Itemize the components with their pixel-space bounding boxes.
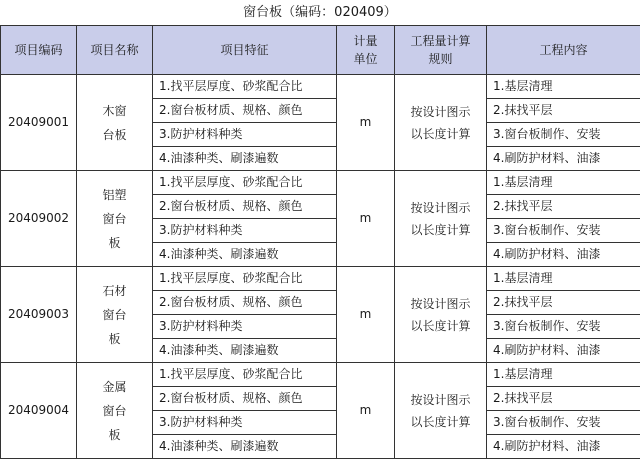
unit-cell: m — [337, 363, 395, 459]
feature-cell: 3.防护材料种类 — [153, 411, 337, 435]
feature-cell: 1.找平层厚度、砂浆配合比 — [153, 363, 337, 387]
feature-cell: 3.防护材料种类 — [153, 123, 337, 147]
feature-cell: 4.油漆种类、刷漆遍数 — [153, 435, 337, 459]
feature-cell: 2.窗台板材质、规格、颜色 — [153, 387, 337, 411]
work-content-cell: 3.窗台板制作、安装 — [487, 219, 640, 243]
header-row — [1, 26, 640, 75]
header-content: 工程内容 — [487, 26, 640, 75]
work-content-cell: 3.窗台板制作、安装 — [487, 123, 640, 147]
work-content-cell: 3.窗台板制作、安装 — [487, 315, 640, 339]
table-row — [1, 75, 640, 99]
header-rule: 工程量计算 规则 — [395, 26, 487, 75]
feature-cell: 1.找平层厚度、砂浆配合比 — [153, 171, 337, 195]
work-content-cell: 3.窗台板制作、安装 — [487, 411, 640, 435]
work-content-cell: 1.基层清理 — [487, 267, 640, 291]
work-content-cell: 4.刷防护材料、油漆 — [487, 435, 640, 459]
rule-cell: 按设计图示 以长度计算 — [395, 171, 487, 267]
work-content-cell: 2.抹找平层 — [487, 99, 640, 123]
work-content-cell: 4.刷防护材料、油漆 — [487, 243, 640, 267]
feature-cell: 3.防护材料种类 — [153, 315, 337, 339]
work-content-cell: 2.抹找平层 — [487, 387, 640, 411]
item-code-cell: 20409002 — [1, 171, 77, 267]
work-content-cell: 2.抹找平层 — [487, 291, 640, 315]
feature-cell: 4.油漆种类、刷漆遍数 — [153, 243, 337, 267]
work-content-cell: 2.抹找平层 — [487, 195, 640, 219]
work-content-cell: 1.基层清理 — [487, 363, 640, 387]
rule-cell: 按设计图示 以长度计算 — [395, 75, 487, 171]
table-title: 窗台板（编码：020409） — [243, 5, 397, 20]
feature-cell: 2.窗台板材质、规格、颜色 — [153, 291, 337, 315]
header-unit: 计量 单位 — [337, 26, 395, 75]
feature-cell: 1.找平层厚度、砂浆配合比 — [153, 75, 337, 99]
rule-cell: 按设计图示 以长度计算 — [395, 267, 487, 363]
work-content-cell: 1.基层清理 — [487, 75, 640, 99]
work-content-cell: 4.刷防护材料、油漆 — [487, 339, 640, 363]
feature-cell: 2.窗台板材质、规格、颜色 — [153, 195, 337, 219]
work-content-cell: 1.基层清理 — [487, 171, 640, 195]
item-code-cell: 20409001 — [1, 75, 77, 171]
item-name-cell: 木窗台板 — [77, 75, 153, 171]
table-row — [1, 267, 640, 291]
table-row — [1, 363, 640, 387]
table-row — [1, 171, 640, 195]
feature-cell: 3.防护材料种类 — [153, 219, 337, 243]
feature-cell: 2.窗台板材质、规格、颜色 — [153, 99, 337, 123]
spec-table — [0, 25, 640, 459]
unit-cell: m — [337, 171, 395, 267]
item-name-cell: 石材窗台板 — [77, 267, 153, 363]
work-content-cell: 4.刷防护材料、油漆 — [487, 147, 640, 171]
feature-cell: 1.找平层厚度、砂浆配合比 — [153, 267, 337, 291]
feature-cell: 4.油漆种类、刷漆遍数 — [153, 147, 337, 171]
unit-cell: m — [337, 267, 395, 363]
item-name-cell: 铝塑窗台板 — [77, 171, 153, 267]
item-name-cell: 金属窗台板 — [77, 363, 153, 459]
item-code-cell: 20409004 — [1, 363, 77, 459]
header-name: 项目名称 — [77, 26, 153, 75]
rule-cell: 按设计图示 以长度计算 — [395, 363, 487, 459]
item-code-cell: 20409003 — [1, 267, 77, 363]
header-features: 项目特征 — [153, 26, 337, 75]
unit-cell: m — [337, 75, 395, 171]
feature-cell: 4.油漆种类、刷漆遍数 — [153, 339, 337, 363]
header-code: 项目编码 — [1, 26, 77, 75]
